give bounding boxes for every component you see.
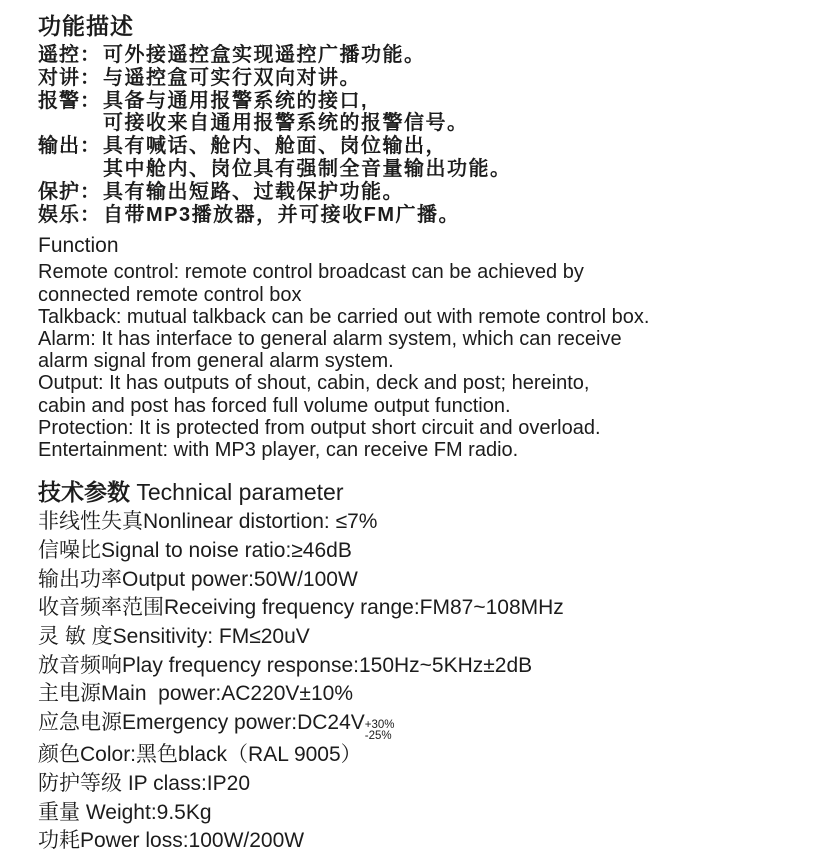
function-en-line: Output: It has outputs of shout, cabin, deck and post; hereinto, bbox=[38, 372, 590, 395]
function-item-remote-control bbox=[38, 44, 818, 67]
function-item-label: 保护： bbox=[38, 180, 101, 203]
spec-emergency-power-tolerance bbox=[365, 720, 395, 741]
technical-parameter-heading-zh: 技术参数 bbox=[38, 479, 130, 506]
technical-parameter-list bbox=[38, 508, 818, 856]
function-item-alarm bbox=[38, 90, 818, 136]
spec-color: 颜色Color:黑色black（RAL 9005） bbox=[38, 743, 362, 767]
spec-main-power: 主电源Main power:AC220V±10% bbox=[38, 682, 353, 706]
spec-nonlinear-distortion: 非线性失真Nonlinear distortion: ≤7% bbox=[38, 510, 378, 534]
function-description-list bbox=[38, 44, 818, 226]
function-item-label: 对讲： bbox=[38, 66, 101, 89]
function-en-line: Alarm: It has interface to general alarm system, which can receive bbox=[38, 327, 622, 350]
function-en-line: Talkback: mutual talkback can be carried out with remote control box. bbox=[38, 305, 650, 328]
spec-signal-noise-ratio: 信噪比Signal to noise ratio:≥46dB bbox=[38, 538, 352, 562]
function-item-text: 自带MP3播放器，并可接收FM广播。 bbox=[103, 203, 460, 226]
spec-receiving-frequency-range: 收音频率范围Receiving frequency range:FM87~108MHz bbox=[38, 596, 564, 620]
spec-output-power: 输出功率Output power:50W/100W bbox=[38, 567, 358, 591]
spec-power-loss: 功耗Power loss:100W/200W bbox=[38, 829, 305, 853]
technical-parameter-heading-en: Technical parameter bbox=[130, 479, 344, 506]
function-en-line: Protection: It is protected from output short circuit and overload. bbox=[38, 416, 601, 439]
function-en-line: connected remote control box bbox=[38, 283, 302, 306]
spec-ip-class: 防护等级 IP class:IP20 bbox=[38, 771, 251, 795]
function-item-output bbox=[38, 135, 818, 181]
function-en-line: cabin and post has forced full volume output function. bbox=[38, 394, 511, 417]
function-item-text: 可外接遥控盒实现遥控广播功能。 bbox=[103, 44, 426, 66]
function-item-label: 输出： bbox=[38, 135, 101, 158]
function-item-entertainment bbox=[38, 204, 818, 227]
function-item-text: 具有输出短路、过载保护功能。 bbox=[103, 180, 404, 203]
tolerance-lower: -25% bbox=[364, 729, 392, 742]
function-description-heading: 功能描述 bbox=[38, 13, 134, 39]
spec-emergency-power-text: 应急电源Emergency power:DC24V bbox=[38, 711, 365, 735]
function-heading-en: Function bbox=[38, 234, 119, 258]
function-item-label: 遥控： bbox=[38, 44, 101, 66]
spec-weight: 重量 Weight:9.5Kg bbox=[38, 800, 212, 824]
tolerance-upper: +30% bbox=[364, 719, 395, 732]
function-item-label: 娱乐： bbox=[38, 203, 101, 226]
spec-sensitivity: 灵 敏 度Sensitivity: FM≤20uV bbox=[38, 625, 310, 649]
function-item-text: 具备与通用报警系统的接口, bbox=[103, 89, 369, 112]
function-en-line: alarm signal from general alarm system. bbox=[38, 350, 394, 373]
spec-emergency-power bbox=[38, 709, 818, 741]
function-item-text: 与遥控盒可实行双向对讲。 bbox=[103, 66, 361, 89]
function-item-text: 其中舱内、岗位具有强制全音量输出功能。 bbox=[103, 157, 512, 180]
function-item-text: 可接收来自通用报警系统的报警信号。 bbox=[103, 112, 469, 135]
function-item-label: 报警： bbox=[38, 89, 101, 112]
function-en-paragraph bbox=[38, 261, 818, 461]
function-en-line: Remote control: remote control broadcast can be achieved by bbox=[38, 261, 584, 284]
function-item-protection bbox=[38, 181, 818, 204]
function-item-talkback bbox=[38, 67, 818, 90]
function-item-text: 具有喊话、舱内、舱面、岗位输出， bbox=[103, 135, 447, 158]
function-en-line: Entertainment: with MP3 player, can receive FM radio. bbox=[38, 439, 519, 461]
spec-play-frequency-response: 放音频响Play frequency response:150Hz~5KHz±2dB bbox=[38, 653, 533, 677]
technical-parameter-heading bbox=[38, 478, 818, 506]
